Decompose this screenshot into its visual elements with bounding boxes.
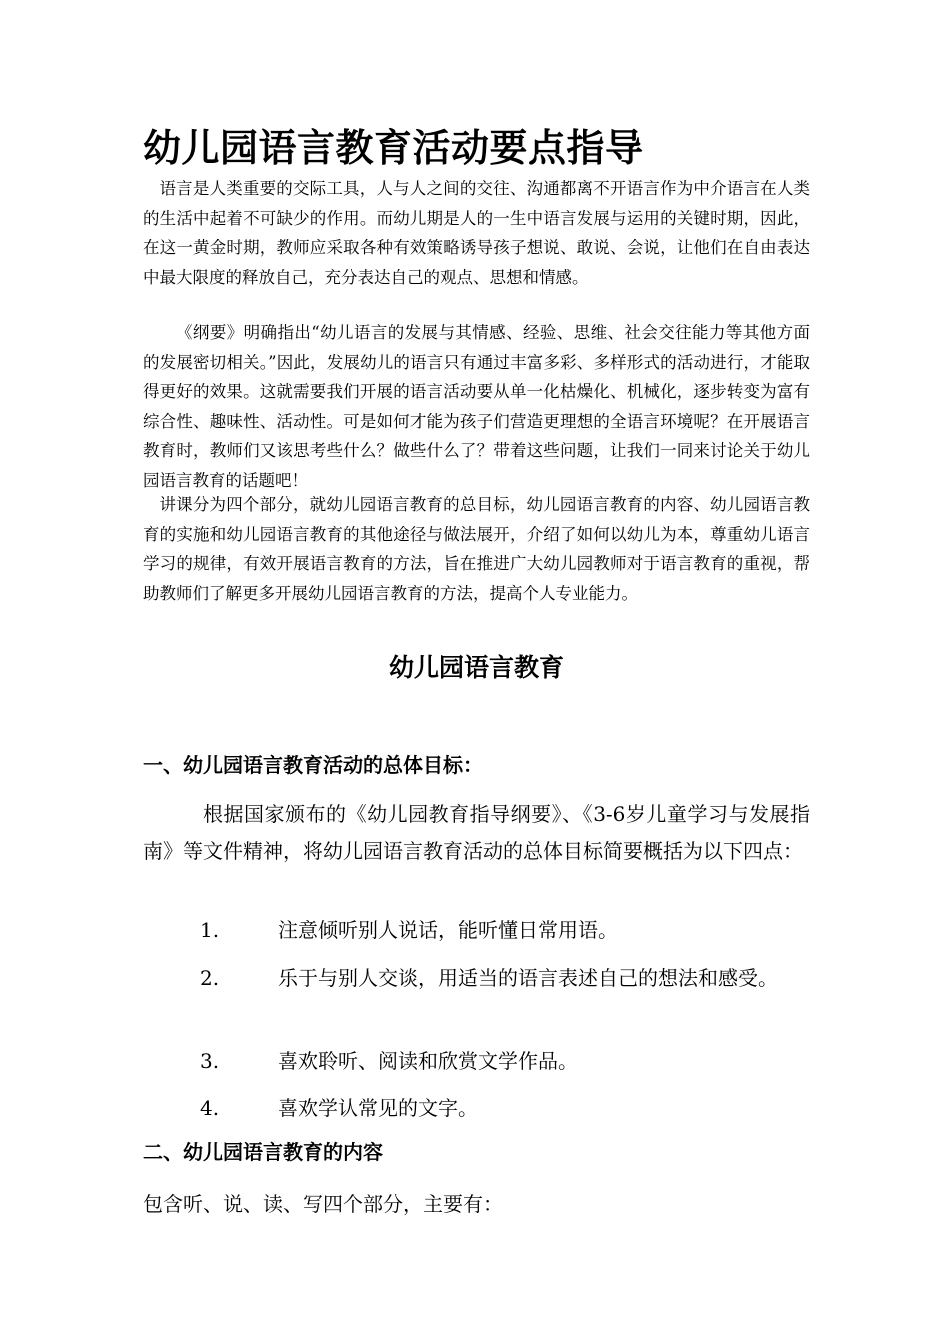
intro-paragraph-3-text: 讲课分为四个部分，就幼儿园语言教育的总目标，幼儿园语言教育的内容、幼儿园语言教育的实施和幼儿园语言教育的其他途径与做法展开，介绍了如何以幼儿为本，尊重幼儿语言学习的规律，有效开展语言教育的方法，旨在推进广大幼儿园教师对于语言教育的重视，帮助教师们了解更多开展幼儿园语言教育的方法，提高个人专业能力。 — [143, 495, 810, 603]
section-2-heading: 二、幼儿园语言教育的内容 — [143, 1140, 383, 1164]
section-1-paragraph — [143, 796, 810, 870]
document-title: 幼儿园语言教育活动要点指导 — [143, 126, 644, 170]
intro-paragraph-1 — [143, 174, 810, 292]
goal-text: 乐于与别人交谈，用适当的语言表述自己的想法和感受。 — [278, 966, 778, 990]
section-2-paragraph — [143, 1186, 810, 1223]
goal-list-item — [143, 1090, 810, 1127]
section-subtitle: 幼儿园语言教育 — [388, 653, 564, 682]
section-1-paragraph-text: 根据国家颁布的《幼儿园教育指导纲要》、《3-6岁儿童学习与发展指南》等文件精神，将幼儿园语言教育活动的总体目标简要概括为以下四点： — [143, 802, 810, 863]
goal-number: 2. — [200, 966, 220, 990]
goal-text: 注意倾听别人说话，能听懂日常用语。 — [278, 918, 618, 942]
goal-text: 喜欢学认常见的文字。 — [278, 1096, 478, 1120]
intro-paragraph-2 — [143, 318, 810, 495]
goal-number: 3. — [200, 1049, 220, 1073]
section-2-paragraph-text: 包含听、说、读、写四个部分，主要有： — [143, 1192, 503, 1216]
goal-list-item — [143, 1043, 810, 1080]
goal-number: 1. — [200, 918, 220, 942]
goal-number: 4. — [200, 1096, 220, 1120]
goal-list-item — [143, 912, 810, 949]
intro-paragraph-3 — [143, 490, 810, 608]
intro-paragraph-1-text: 语言是人类重要的交际工具，人与人之间的交往、沟通都离不开语言作为中介语言在人类的生活中起着不可缺少的作用。而幼儿期是人的一生中语言发展与运用的关键时期，因此，在这一黄金时期，教师应采取各种有效策略诱导孩子想说、敢说、会说，让他们在自由表达中最大限度的释放自己，充分表达自己的观点、思想和情感。 — [143, 179, 810, 287]
section-1-heading: 一、幼儿园语言教育活动的总体目标： — [143, 753, 483, 777]
goal-text: 喜欢聆听、阅读和欣赏文学作品。 — [278, 1049, 578, 1073]
goal-list-item — [143, 960, 810, 997]
intro-paragraph-2-text: 《纲要》明确指出“幼儿语言的发展与其情感、经验、思维、社会交往能力等其他方面的发展密切相关。”因此，发展幼儿的语言只有通过丰富多彩、多样形式的活动进行，才能取得更好的效果。这就需要我们开展的语言活动要从单一化枯燥化、机械化，逐步转变为富有综合性、趣味性、活动性。可是如何才能为孩子们营造更理想的全语言环境呢？在开展语言教育时，教师们又该思考些什么？做些什么了？带着这些问题，让我们一同来讨论关于幼儿园语言教育的话题吧！ — [143, 323, 810, 490]
